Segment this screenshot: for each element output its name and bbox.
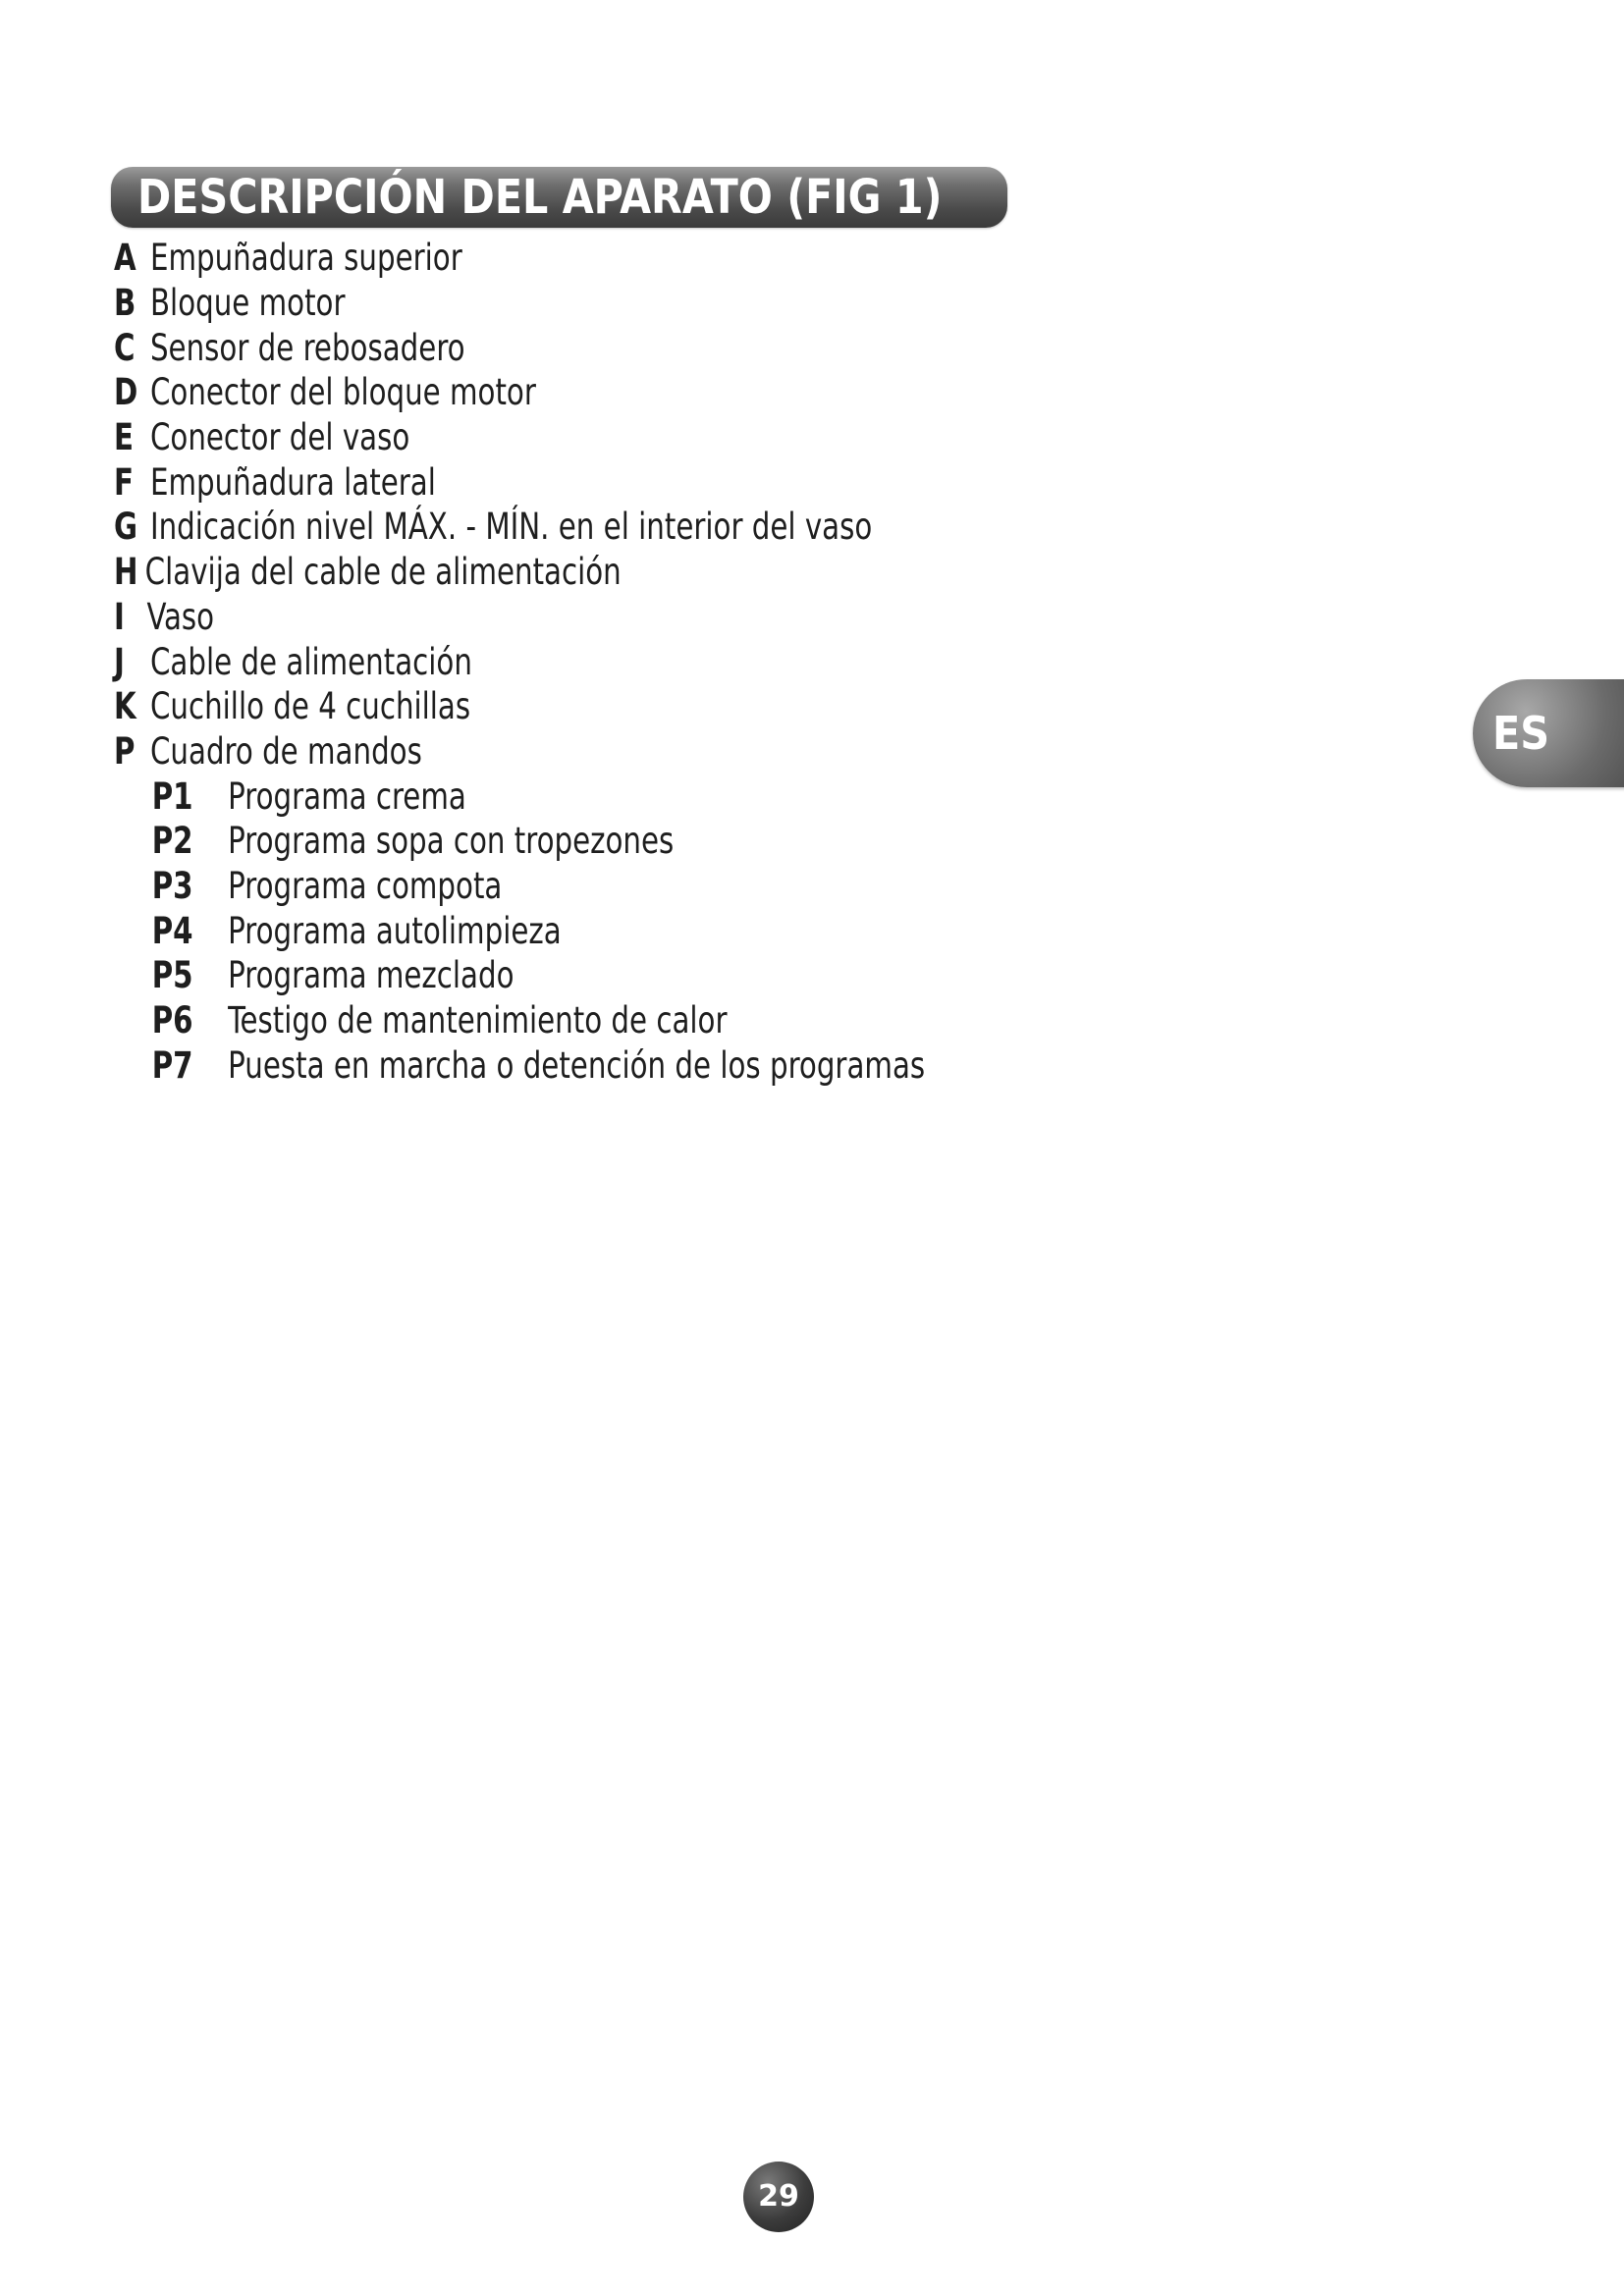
part-description: Clavija del cable de alimentación [144, 551, 622, 594]
part-letter: H [114, 551, 138, 594]
part-description: Empuñadura superior [149, 237, 462, 280]
control-item [114, 774, 925, 819]
part-letter: J [114, 640, 125, 683]
part-description: Cuadro de mandos [149, 729, 422, 773]
part-letter: P [114, 729, 135, 773]
part-description: Sensor de rebosadero [149, 326, 465, 369]
list-item [114, 505, 925, 550]
list-item [114, 684, 925, 729]
part-letter: F [114, 460, 135, 504]
part-description: Bloque motor [149, 282, 346, 325]
control-code: P2 [151, 820, 193, 863]
part-letter: E [114, 416, 135, 459]
control-description: Programa mezclado [228, 954, 514, 997]
control-code: P4 [151, 909, 193, 952]
control-item [114, 953, 925, 998]
control-code: P7 [151, 1043, 193, 1087]
control-code: P3 [151, 864, 193, 907]
control-item [114, 864, 925, 909]
parts-list [114, 236, 1036, 1088]
part-letter: D [114, 371, 138, 414]
control-description: Programa crema [228, 774, 466, 818]
part-description: Conector del vaso [149, 416, 410, 459]
list-item [114, 550, 925, 595]
part-letter: C [114, 326, 135, 369]
list-item [114, 729, 925, 774]
control-item [114, 998, 925, 1043]
control-code: P1 [151, 774, 193, 818]
list-item [114, 281, 925, 326]
control-description: Programa sopa con tropezones [228, 820, 675, 863]
list-item [114, 639, 925, 684]
part-description: Vaso [146, 595, 215, 638]
part-letter: A [114, 237, 136, 280]
part-letter: K [114, 685, 136, 728]
control-description: Programa compota [228, 864, 503, 907]
part-description: Empuñadura lateral [149, 460, 436, 504]
list-item [114, 236, 925, 281]
language-tab-label: ES [1492, 707, 1550, 760]
part-description: Conector del bloque motor [149, 371, 536, 414]
section-title: DESCRIPCIÓN DEL APARATO (FIG 1) [137, 170, 943, 225]
control-description: Programa autolimpieza [228, 909, 562, 952]
part-description: Cable de alimentación [149, 640, 472, 683]
control-item [114, 1042, 925, 1088]
part-description: Cuchillo de 4 cuchillas [149, 685, 471, 728]
control-code: P6 [151, 999, 193, 1042]
control-item [114, 819, 925, 864]
control-description: Puesta en marcha o detención de los programas [228, 1043, 926, 1087]
list-item [114, 595, 925, 640]
control-item [114, 908, 925, 953]
part-letter: I [114, 595, 125, 638]
list-item [114, 325, 925, 370]
page-number: 29 [743, 2162, 814, 2232]
part-letter: B [114, 282, 136, 325]
list-item [114, 370, 925, 415]
part-letter: G [114, 506, 138, 549]
control-description: Testigo de mantenimiento de calor [228, 999, 728, 1042]
part-description: Indicación nivel MÁX. - MÍN. en el interior del vaso [149, 506, 873, 549]
list-item [114, 415, 925, 460]
list-item [114, 459, 925, 505]
control-code: P5 [151, 954, 193, 997]
